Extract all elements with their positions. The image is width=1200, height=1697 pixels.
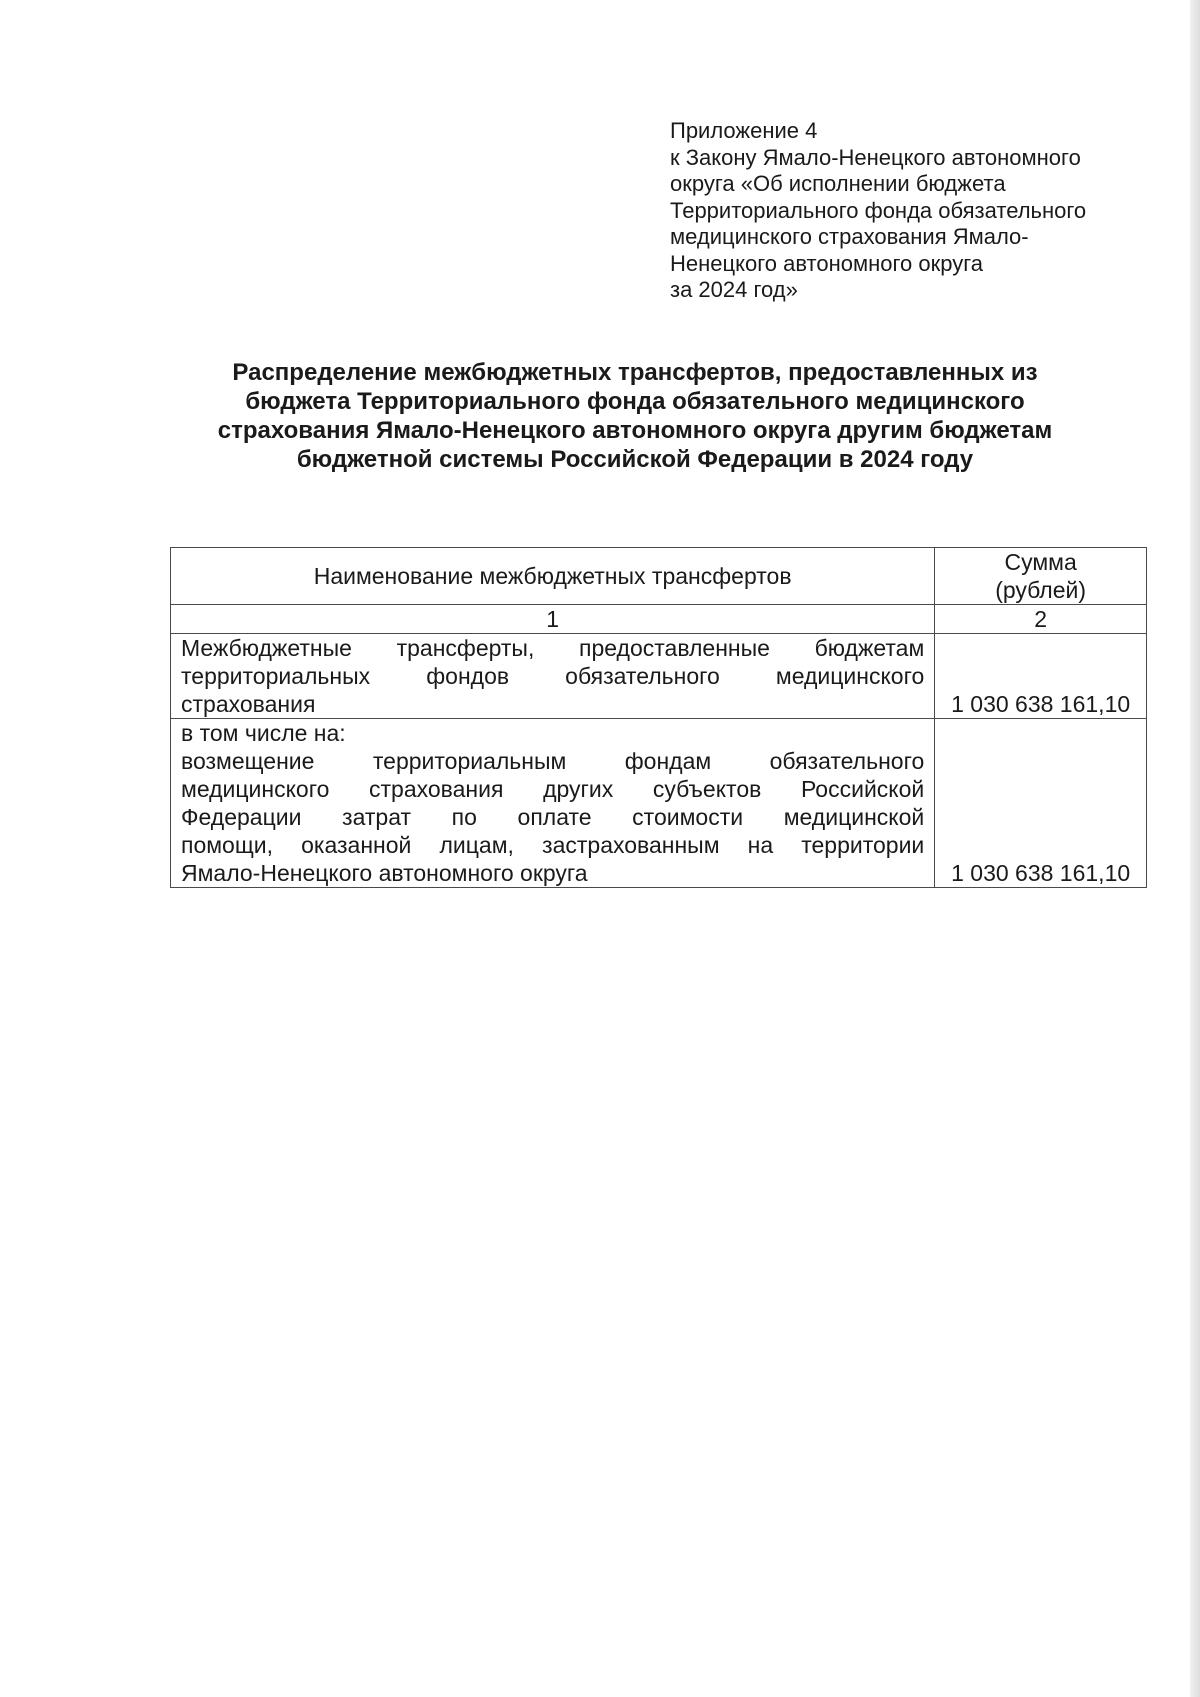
header-name: Наименование межбюджетных трансфертов	[171, 548, 935, 605]
table-row	[171, 634, 1147, 719]
appendix-line: округа «Об исполнении бюджета	[670, 171, 1006, 196]
row-name-line: Федерации затрат по оплате стоимости медицинской	[181, 804, 925, 830]
page-edge	[1190, 0, 1200, 1697]
title-line: бюджетной системы Российской Федерации в 2024 году	[296, 446, 974, 473]
row-name-line: помощи, оказанной лицам, застрахованным на территории	[181, 832, 925, 858]
document-title	[170, 358, 1100, 474]
appendix-line: медицинского страхования Ямало-	[670, 224, 1029, 249]
appendix-line: к Закону Ямало-Ненецкого автономного	[670, 144, 1081, 170]
row-name-line: медицинского страхования других субъектов Российской	[181, 776, 925, 802]
appendix-line: Приложение 4	[670, 118, 818, 143]
table-header-row	[171, 548, 1147, 605]
column-number-row	[171, 605, 1147, 634]
appendix-line: за 2024 год»	[670, 277, 798, 302]
row-sum: 1 030 638 161,10	[935, 634, 1147, 719]
row-name	[171, 634, 935, 719]
transfers-table	[170, 547, 1147, 888]
row-name	[171, 719, 935, 888]
appendix-line: Территориального фонда обязательного	[670, 197, 1087, 223]
table-row	[171, 719, 1147, 888]
row-name-line: Ямало-Ненецкого автономного округа	[181, 860, 588, 886]
title-line: бюджета Территориального фонда обязательного медицинского	[245, 388, 1025, 415]
row-name-line: в том числе на:	[181, 720, 346, 746]
header-sum-line: Сумма	[1004, 549, 1077, 575]
row-name-line: Межбюджетные трансферты, предоставленные бюджетам	[181, 635, 925, 661]
row-name-line: страхования	[181, 691, 316, 717]
appendix-line: Ненецкого автономного округа	[670, 250, 984, 276]
column-number: 2	[935, 605, 1147, 634]
column-number: 1	[171, 605, 935, 634]
title-line: Распределение межбюджетных трансфертов, предоставленных из	[232, 359, 1038, 386]
title-line: страхования Ямало-Ненецкого автономного округа другим бюджетам	[217, 417, 1053, 444]
row-name-line: возмещение территориальным фондам обязательного	[181, 748, 925, 774]
row-sum: 1 030 638 161,10	[935, 719, 1147, 888]
row-name-line: территориальных фондов обязательного медицинского	[181, 663, 925, 689]
header-sum	[935, 548, 1147, 605]
appendix-note	[670, 118, 1140, 304]
header-sum-unit: (рублей)	[995, 577, 1087, 603]
